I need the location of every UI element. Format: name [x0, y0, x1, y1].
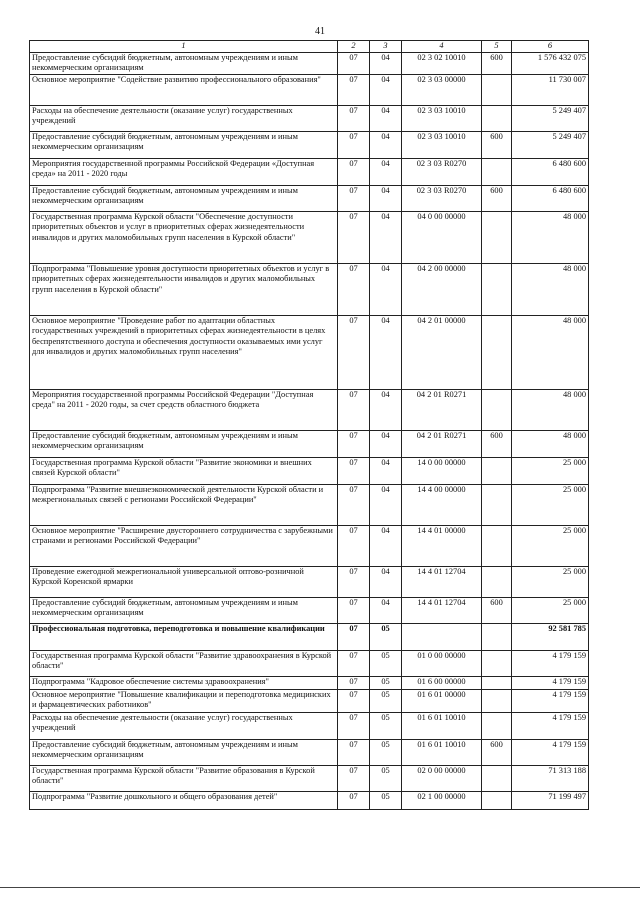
row-sum: 48 000 [512, 211, 589, 263]
row-pr: 04 [370, 525, 402, 566]
row-vr: 600 [482, 597, 512, 623]
row-rz: 07 [338, 712, 370, 739]
row-pr: 04 [370, 457, 402, 484]
table-row [30, 739, 589, 765]
row-sum: 48 000 [512, 389, 589, 430]
row-sum: 5 249 407 [512, 105, 589, 131]
row-pr: 04 [370, 566, 402, 597]
row-name: Мероприятия государственной программы Российской Федерации «Доступная среда» на 2011 - 2020 годы [30, 158, 338, 185]
row-csr: 04 2 01 R0271 [402, 430, 482, 457]
row-rz: 07 [338, 525, 370, 566]
row-csr [402, 623, 482, 650]
row-pr: 04 [370, 158, 402, 185]
header-vr: 5 [482, 41, 512, 53]
table-row [30, 791, 589, 809]
row-vr: 600 [482, 131, 512, 158]
row-csr: 04 2 01 00000 [402, 315, 482, 389]
row-pr: 04 [370, 211, 402, 263]
row-name: Подпрограмма "Кадровое обеспечение системы здравоохранения" [30, 676, 338, 689]
row-name: Мероприятия государственной программы Российской Федерации "Доступная среда" на 2011 - 2020 годы, за счет средств областного бюджета [30, 389, 338, 430]
row-csr: 14 0 00 00000 [402, 457, 482, 484]
row-pr: 04 [370, 263, 402, 315]
table-row [30, 74, 589, 105]
row-rz: 07 [338, 484, 370, 525]
budget-table [29, 40, 589, 810]
row-sum: 4 179 159 [512, 689, 589, 712]
row-vr [482, 263, 512, 315]
table-row [30, 765, 589, 791]
row-vr [482, 650, 512, 676]
row-csr: 01 6 01 10010 [402, 712, 482, 739]
row-csr: 02 3 03 R0270 [402, 185, 482, 211]
row-pr: 04 [370, 131, 402, 158]
row-rz: 07 [338, 131, 370, 158]
row-sum: 25 000 [512, 457, 589, 484]
row-name: Расходы на обеспечение деятельности (оказание услуг) государственных учреждений [30, 712, 338, 739]
row-name: Государственная программа Курской области "Развитие экономики и внешних связей Курской области" [30, 457, 338, 484]
table-row [30, 131, 589, 158]
row-sum: 4 179 159 [512, 712, 589, 739]
row-rz: 07 [338, 74, 370, 105]
table-row [30, 430, 589, 457]
table-row [30, 211, 589, 263]
row-sum: 25 000 [512, 484, 589, 525]
row-sum: 25 000 [512, 566, 589, 597]
table-row [30, 158, 589, 185]
row-vr: 600 [482, 185, 512, 211]
row-sum: 25 000 [512, 597, 589, 623]
row-name: Основное мероприятие "Повышение квалификации и переподготовка медицинских и фармацевтических работников" [30, 689, 338, 712]
row-csr: 02 3 03 10010 [402, 105, 482, 131]
table-row [30, 53, 589, 75]
table-row [30, 185, 589, 211]
row-rz: 07 [338, 689, 370, 712]
table-row [30, 650, 589, 676]
row-csr: 14 4 01 00000 [402, 525, 482, 566]
row-csr: 02 1 00 00000 [402, 791, 482, 809]
header-csr: 4 [402, 41, 482, 53]
row-pr: 05 [370, 689, 402, 712]
row-rz: 07 [338, 457, 370, 484]
row-csr: 14 4 01 12704 [402, 597, 482, 623]
table-body [30, 53, 589, 810]
row-sum: 4 179 159 [512, 676, 589, 689]
table-row [30, 689, 589, 712]
table-row [30, 623, 589, 650]
row-name: Основное мероприятие "Проведение работ по адаптации областных государственных учреждений в приоритетных сферах жизнедеятельности в целях беспрепятственного доступа и обеспечения доступности оказываемых ими услуг для инвалидов и других маломобильных групп населения" [30, 315, 338, 389]
row-sum: 92 581 785 [512, 623, 589, 650]
row-csr: 04 2 01 R0271 [402, 389, 482, 430]
row-vr [482, 765, 512, 791]
row-pr: 04 [370, 430, 402, 457]
row-pr: 05 [370, 676, 402, 689]
header-pr: 3 [370, 41, 402, 53]
row-rz: 07 [338, 211, 370, 263]
row-vr [482, 525, 512, 566]
row-pr: 05 [370, 791, 402, 809]
row-sum: 4 179 159 [512, 650, 589, 676]
table-row [30, 566, 589, 597]
row-pr: 04 [370, 315, 402, 389]
row-rz: 07 [338, 263, 370, 315]
table-row [30, 525, 589, 566]
row-name: Подпрограмма "Повышение уровня доступности приоритетных объектов и услуг в приоритетных сферах жизнедеятельности инвалидов и других маломобильных групп населения в Курской области" [30, 263, 338, 315]
row-csr: 02 3 02 10010 [402, 53, 482, 75]
row-vr [482, 791, 512, 809]
row-csr: 04 2 00 00000 [402, 263, 482, 315]
row-name: Предоставление субсидий бюджетным, автономным учреждениям и иным некоммерческим организациям [30, 597, 338, 623]
row-pr: 04 [370, 597, 402, 623]
table-row [30, 263, 589, 315]
row-name: Профессиональная подготовка, переподготовка и повышение квалификации [30, 623, 338, 650]
row-name: Предоставление субсидий бюджетным, автономным учреждениям и иным некоммерческим организациям [30, 430, 338, 457]
row-rz: 07 [338, 566, 370, 597]
row-sum: 5 249 407 [512, 131, 589, 158]
row-sum: 71 199 497 [512, 791, 589, 809]
header-name: 1 [30, 41, 338, 53]
row-vr [482, 623, 512, 650]
row-vr [482, 457, 512, 484]
row-vr [482, 484, 512, 525]
row-pr: 04 [370, 74, 402, 105]
row-rz: 07 [338, 315, 370, 389]
row-csr: 14 4 01 12704 [402, 566, 482, 597]
row-csr: 02 3 03 00000 [402, 74, 482, 105]
row-vr: 600 [482, 430, 512, 457]
row-rz: 07 [338, 185, 370, 211]
page-bottom-rule [0, 887, 640, 888]
row-vr: 600 [482, 53, 512, 75]
row-csr: 14 4 00 00000 [402, 484, 482, 525]
row-csr: 01 6 00 00000 [402, 676, 482, 689]
row-csr: 02 3 03 R0270 [402, 158, 482, 185]
row-vr [482, 315, 512, 389]
row-pr: 04 [370, 389, 402, 430]
row-pr: 05 [370, 650, 402, 676]
row-pr: 05 [370, 765, 402, 791]
row-csr: 01 0 00 00000 [402, 650, 482, 676]
table-row [30, 315, 589, 389]
row-name: Предоставление субсидий бюджетным, автономным учреждениям и иным некоммерческим организациям [30, 53, 338, 75]
row-rz: 07 [338, 765, 370, 791]
row-vr [482, 105, 512, 131]
header-sum: 6 [512, 41, 589, 53]
row-name: Государственная программа Курской области "Обеспечение доступности приоритетных объектов и услуг в приоритетных сферах жизнедеятельности инвалидов и других маломобильных групп населения в Курской области" [30, 211, 338, 263]
row-rz: 07 [338, 430, 370, 457]
row-name: Предоставление субсидий бюджетным, автономным учреждениям и иным некоммерческим организациям [30, 185, 338, 211]
row-csr: 04 0 00 00000 [402, 211, 482, 263]
table-row [30, 105, 589, 131]
row-csr: 01 6 01 00000 [402, 689, 482, 712]
row-pr: 05 [370, 623, 402, 650]
row-name: Предоставление субсидий бюджетным, автономным учреждениям и иным некоммерческим организациям [30, 131, 338, 158]
row-vr [482, 712, 512, 739]
row-rz: 07 [338, 623, 370, 650]
row-name: Основное мероприятие "Расширение двустороннего сотрудничества с зарубежными странами и регионами Российской Федерации" [30, 525, 338, 566]
row-csr: 02 3 03 10010 [402, 131, 482, 158]
row-name: Подпрограмма "Развитие дошкольного и общего образования детей" [30, 791, 338, 809]
table-row [30, 712, 589, 739]
table-row [30, 597, 589, 623]
row-rz: 07 [338, 791, 370, 809]
row-vr [482, 389, 512, 430]
row-pr: 04 [370, 105, 402, 131]
row-sum: 71 313 188 [512, 765, 589, 791]
row-vr [482, 74, 512, 105]
table-row [30, 676, 589, 689]
row-name: Государственная программа Курской области "Развитие здравоохранения в Курской области" [30, 650, 338, 676]
row-sum: 11 730 007 [512, 74, 589, 105]
row-pr: 05 [370, 739, 402, 765]
row-pr: 05 [370, 712, 402, 739]
row-pr: 04 [370, 185, 402, 211]
header-row [30, 41, 589, 53]
row-rz: 07 [338, 650, 370, 676]
row-rz: 07 [338, 597, 370, 623]
row-sum: 48 000 [512, 263, 589, 315]
row-vr [482, 158, 512, 185]
row-rz: 07 [338, 389, 370, 430]
row-sum: 6 480 600 [512, 158, 589, 185]
row-name: Предоставление субсидий бюджетным, автономным учреждениям и иным некоммерческим организациям [30, 739, 338, 765]
table-row [30, 389, 589, 430]
row-csr: 01 6 01 10010 [402, 739, 482, 765]
row-pr: 04 [370, 484, 402, 525]
table-row [30, 457, 589, 484]
row-rz: 07 [338, 158, 370, 185]
row-name: Основное мероприятие "Содействие развитию профессионального образования" [30, 74, 338, 105]
row-name: Государственная программа Курской области "Развитие образования в Курской области" [30, 765, 338, 791]
page-number: 41 [315, 26, 325, 37]
row-sum: 6 480 600 [512, 185, 589, 211]
row-vr [482, 211, 512, 263]
header-rz: 2 [338, 41, 370, 53]
row-rz: 07 [338, 739, 370, 765]
row-sum: 48 000 [512, 315, 589, 389]
row-vr [482, 676, 512, 689]
row-sum: 4 179 159 [512, 739, 589, 765]
row-csr: 02 0 00 00000 [402, 765, 482, 791]
row-vr [482, 566, 512, 597]
row-name: Проведение ежегодной межрегиональной универсальной оптово-розничной Курской Коренской ярмарки [30, 566, 338, 597]
row-vr [482, 689, 512, 712]
row-pr: 04 [370, 53, 402, 75]
row-sum: 48 000 [512, 430, 589, 457]
row-vr: 600 [482, 739, 512, 765]
table-row [30, 484, 589, 525]
row-name: Расходы на обеспечение деятельности (оказание услуг) государственных учреждений [30, 105, 338, 131]
row-sum: 1 576 432 075 [512, 53, 589, 75]
row-rz: 07 [338, 105, 370, 131]
row-rz: 07 [338, 53, 370, 75]
row-rz: 07 [338, 676, 370, 689]
row-name: Подпрограмма "Развитие внешнеэкономической деятельности Курской области и межрегиональных связей с регионами Российской Федерации" [30, 484, 338, 525]
row-sum: 25 000 [512, 525, 589, 566]
